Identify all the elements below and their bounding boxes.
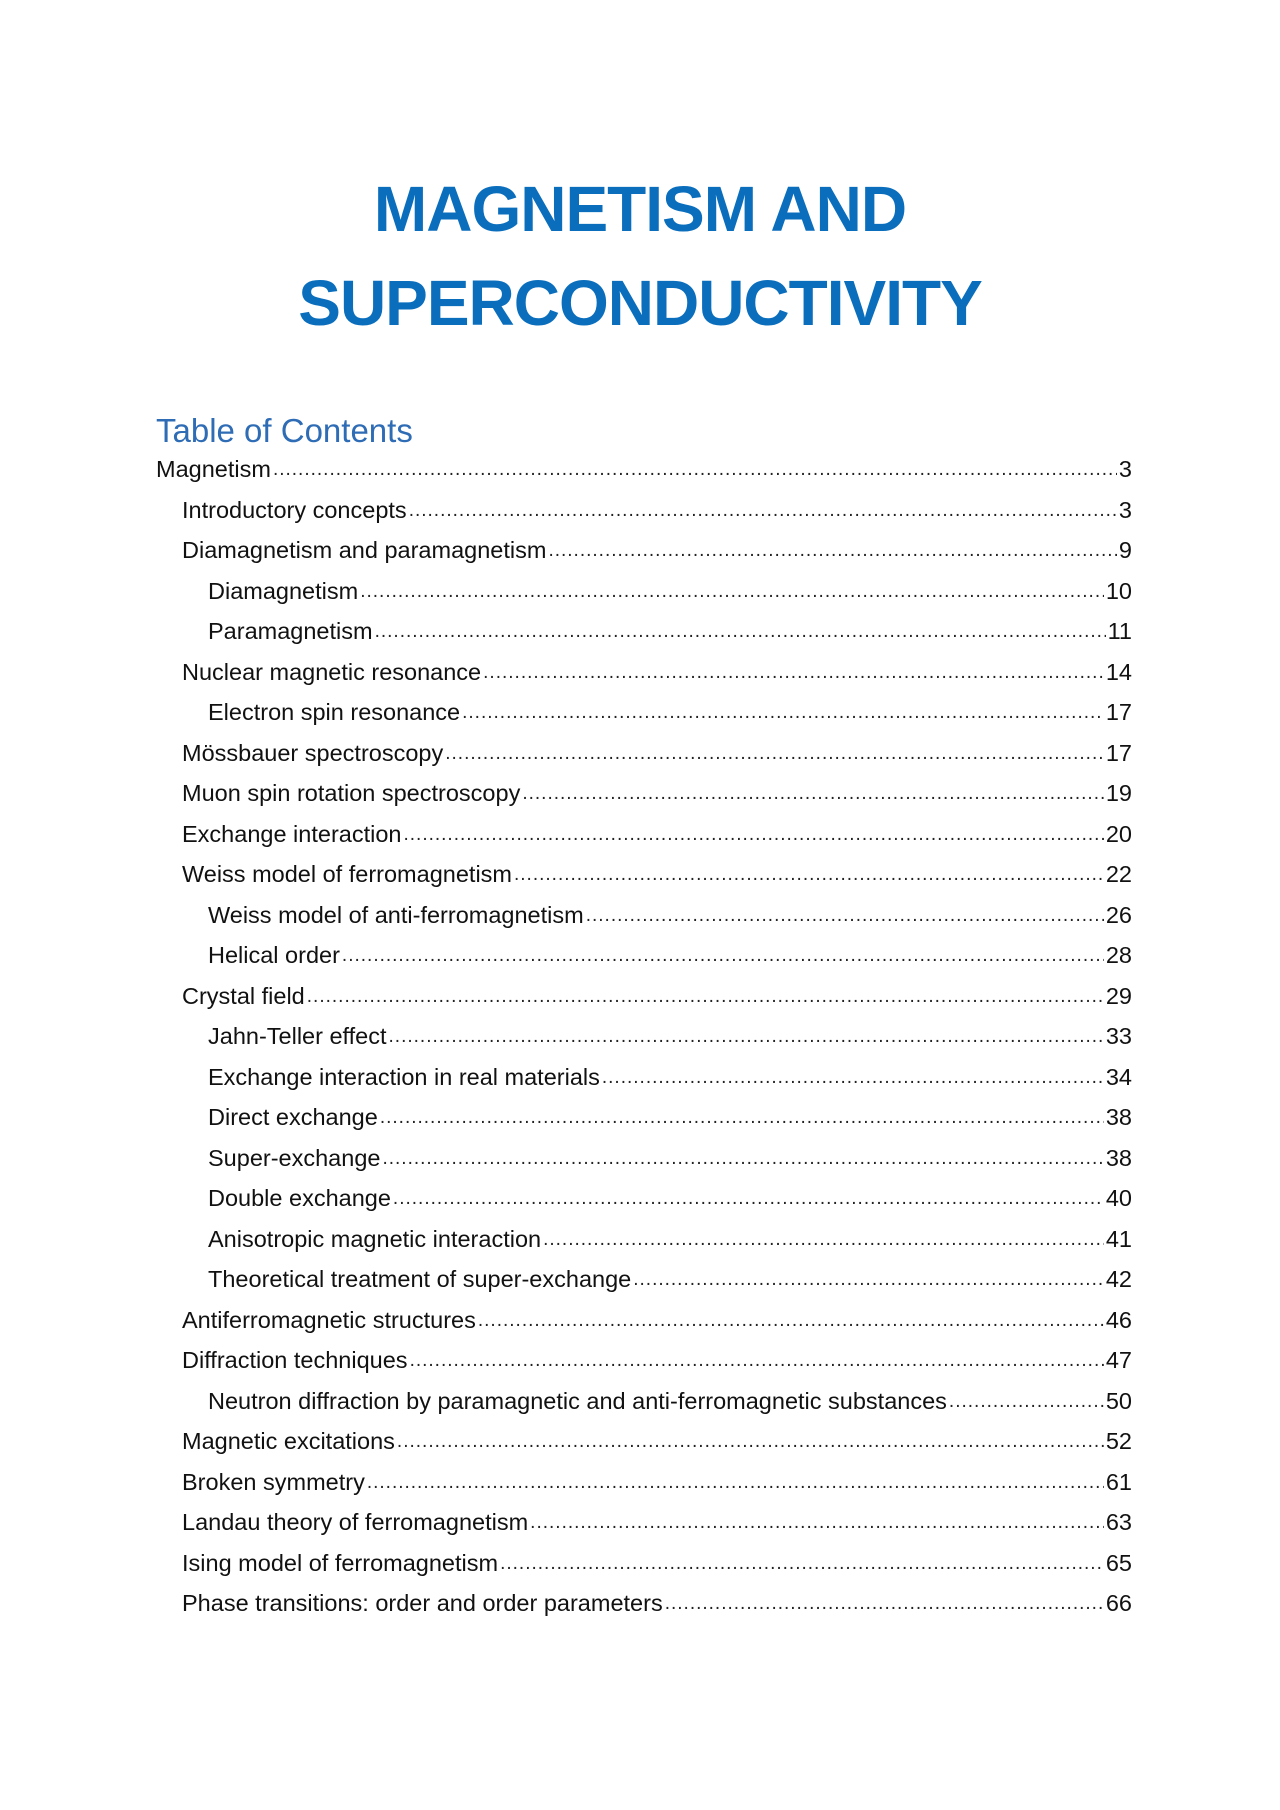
toc-entry-page-number: 66 <box>1105 1590 1132 1616</box>
toc-entry[interactable] <box>182 819 1132 849</box>
document-title-line2: SUPERCONDUCTIVITY <box>298 267 982 339</box>
toc-entry[interactable] <box>182 1507 1132 1537</box>
toc-entry[interactable] <box>208 1102 1132 1132</box>
toc-entry-label: Exchange interaction <box>182 820 402 847</box>
toc-entry-label: Theoretical treatment of super-exchange <box>208 1266 632 1292</box>
toc-entry[interactable] <box>182 1548 1132 1578</box>
toc-entry-label: Introductory concepts <box>182 496 407 523</box>
toc-entry-label: Weiss model of anti-ferromagnetism <box>208 901 584 928</box>
toc-entry-label: Diamagnetism <box>208 577 359 604</box>
toc-entry[interactable] <box>182 981 1132 1011</box>
toc-dot-leader <box>514 860 1104 890</box>
toc-entry[interactable] <box>208 576 1132 606</box>
toc-dot-leader <box>543 1225 1104 1255</box>
toc-entry-label: Crystal field <box>182 982 305 1009</box>
toc-entry-page-number: 38 <box>1105 1104 1132 1130</box>
toc-entry-page-number: 9 <box>1118 537 1132 563</box>
toc-entry-label: Landau theory of ferromagnetism <box>182 1509 529 1535</box>
toc-entry[interactable] <box>182 1426 1132 1456</box>
toc-entry-label: Electron spin resonance <box>208 699 461 725</box>
toc-entry-label: Direct exchange <box>208 1104 378 1130</box>
toc-entry[interactable] <box>208 616 1132 646</box>
toc-entry-label: Super-exchange <box>208 1144 381 1171</box>
toc-entry-page-number: 14 <box>1105 658 1132 685</box>
toc-entry-page-number: 50 <box>1105 1387 1132 1414</box>
toc-entry-page-number: 29 <box>1105 982 1132 1009</box>
toc-dot-leader <box>273 455 1117 485</box>
toc-entry-page-number: 46 <box>1105 1306 1132 1333</box>
toc-entry[interactable] <box>182 657 1132 687</box>
toc-dot-leader <box>602 1063 1104 1093</box>
toc-entry-label: Jahn-Teller effect <box>208 1023 387 1049</box>
toc-entry[interactable] <box>182 495 1132 525</box>
toc-entry-label: Anisotropic magnetic interaction <box>208 1225 542 1252</box>
toc-entry-page-number: 3 <box>1118 496 1132 523</box>
toc-entry-page-number: 17 <box>1105 739 1132 766</box>
toc-dot-leader <box>548 536 1116 566</box>
toc-entry-page-number: 34 <box>1105 1063 1132 1090</box>
toc-dot-leader <box>342 941 1104 971</box>
toc-dot-leader <box>462 698 1104 728</box>
toc-entry-page-number: 40 <box>1105 1185 1132 1211</box>
toc-entry[interactable] <box>208 1183 1132 1213</box>
toc-entry-label: Broken symmetry <box>182 1468 365 1495</box>
toc-entry[interactable] <box>208 1224 1132 1254</box>
toc-dot-leader <box>633 1265 1104 1295</box>
toc-entry[interactable] <box>208 1021 1132 1051</box>
document-title-line1: MAGNETISM AND <box>373 173 907 245</box>
toc-entry[interactable] <box>156 454 1132 484</box>
toc-entry-label: Exchange interaction in real materials <box>208 1063 600 1090</box>
toc-entry-page-number: 63 <box>1105 1509 1132 1535</box>
toc-dot-leader <box>393 1184 1104 1214</box>
toc-entry-label: Magnetic excitations <box>182 1428 395 1454</box>
toc-dot-leader <box>586 901 1104 931</box>
toc-entry[interactable] <box>182 535 1132 565</box>
toc-entry-page-number: 19 <box>1105 780 1132 806</box>
toc-entry[interactable] <box>208 900 1132 930</box>
toc-entry-page-number: 26 <box>1105 901 1132 928</box>
toc-entry-label: Paramagnetism <box>208 618 373 644</box>
toc-dot-leader <box>403 820 1103 850</box>
toc-entry-page-number: 28 <box>1105 942 1132 968</box>
toc-entry-label: Ising model of ferromagnetism <box>182 1549 499 1576</box>
toc-dot-leader <box>397 1427 1104 1457</box>
toc-dot-leader <box>445 739 1104 769</box>
toc-dot-leader <box>307 982 1104 1012</box>
toc-entry[interactable] <box>208 1264 1132 1294</box>
toc-dot-leader <box>375 617 1106 647</box>
toc-entry-page-number: 41 <box>1105 1225 1132 1252</box>
toc-entry-page-number: 22 <box>1105 861 1132 887</box>
toc-entry-page-number: 33 <box>1105 1023 1132 1049</box>
toc-dot-leader <box>382 1144 1103 1174</box>
toc-entry[interactable] <box>208 1062 1132 1092</box>
toc-entry-page-number: 47 <box>1105 1347 1132 1373</box>
toc-entry-page-number: 65 <box>1105 1549 1132 1576</box>
toc-entry[interactable] <box>182 1588 1132 1618</box>
toc-entry-label: Muon spin rotation spectroscopy <box>182 780 521 806</box>
toc-entry[interactable] <box>208 1143 1132 1173</box>
toc-entry-page-number: 17 <box>1105 699 1132 725</box>
toc-entry-page-number: 11 <box>1107 618 1132 644</box>
toc-entry-page-number: 10 <box>1105 577 1132 604</box>
toc-entry-page-number: 38 <box>1105 1144 1132 1171</box>
toc-entry-page-number: 52 <box>1105 1428 1132 1454</box>
toc-dot-leader <box>360 577 1104 607</box>
toc-dot-leader <box>522 779 1104 809</box>
toc-entry-label: Phase transitions: order and order parameters <box>182 1590 663 1616</box>
toc-entry-page-number: 42 <box>1105 1266 1132 1292</box>
toc-entry[interactable] <box>182 1467 1132 1497</box>
toc-dot-leader <box>949 1387 1104 1417</box>
toc-entry-label: Mössbauer spectroscopy <box>182 739 444 766</box>
toc-entry[interactable] <box>182 1345 1132 1375</box>
toc-entry-label: Weiss model of ferromagnetism <box>182 861 512 887</box>
toc-dot-leader <box>380 1103 1104 1133</box>
toc-entry[interactable] <box>208 697 1132 727</box>
toc-entry-label: Antiferromagnetic structures <box>182 1306 476 1333</box>
toc-entry[interactable] <box>182 738 1132 768</box>
toc-entry-label: Diamagnetism and paramagnetism <box>182 537 547 563</box>
toc-dot-leader <box>409 496 1117 526</box>
toc-entry-page-number: 3 <box>1118 456 1132 482</box>
toc-dot-leader <box>478 1306 1104 1336</box>
toc-entry[interactable] <box>208 940 1132 970</box>
toc-heading: Table of Contents <box>156 412 413 449</box>
toc-entry-label: Neutron diffraction by paramagnetic and anti-ferromagnetic substances <box>208 1387 947 1414</box>
toc-dot-leader <box>665 1589 1104 1619</box>
toc-dot-leader <box>410 1346 1104 1376</box>
toc-dot-leader <box>483 658 1104 688</box>
toc-entry-label: Magnetism <box>156 456 271 482</box>
toc-dot-leader <box>530 1508 1104 1538</box>
toc-dot-leader <box>367 1468 1104 1498</box>
toc-entry-label: Double exchange <box>208 1185 391 1211</box>
toc-entry[interactable] <box>208 1386 1132 1416</box>
toc-entry-page-number: 61 <box>1105 1468 1132 1495</box>
toc-entry-label: Diffraction techniques <box>182 1347 408 1373</box>
toc-entry[interactable] <box>182 1305 1132 1335</box>
toc-entry-page-number: 20 <box>1105 820 1132 847</box>
toc-entry[interactable] <box>182 859 1132 889</box>
toc-entry[interactable] <box>182 778 1132 808</box>
toc-entry-label: Nuclear magnetic resonance <box>182 658 482 685</box>
toc-entry-label: Helical order <box>208 942 340 968</box>
toc-dot-leader <box>500 1549 1104 1579</box>
toc-dot-leader <box>389 1022 1104 1052</box>
